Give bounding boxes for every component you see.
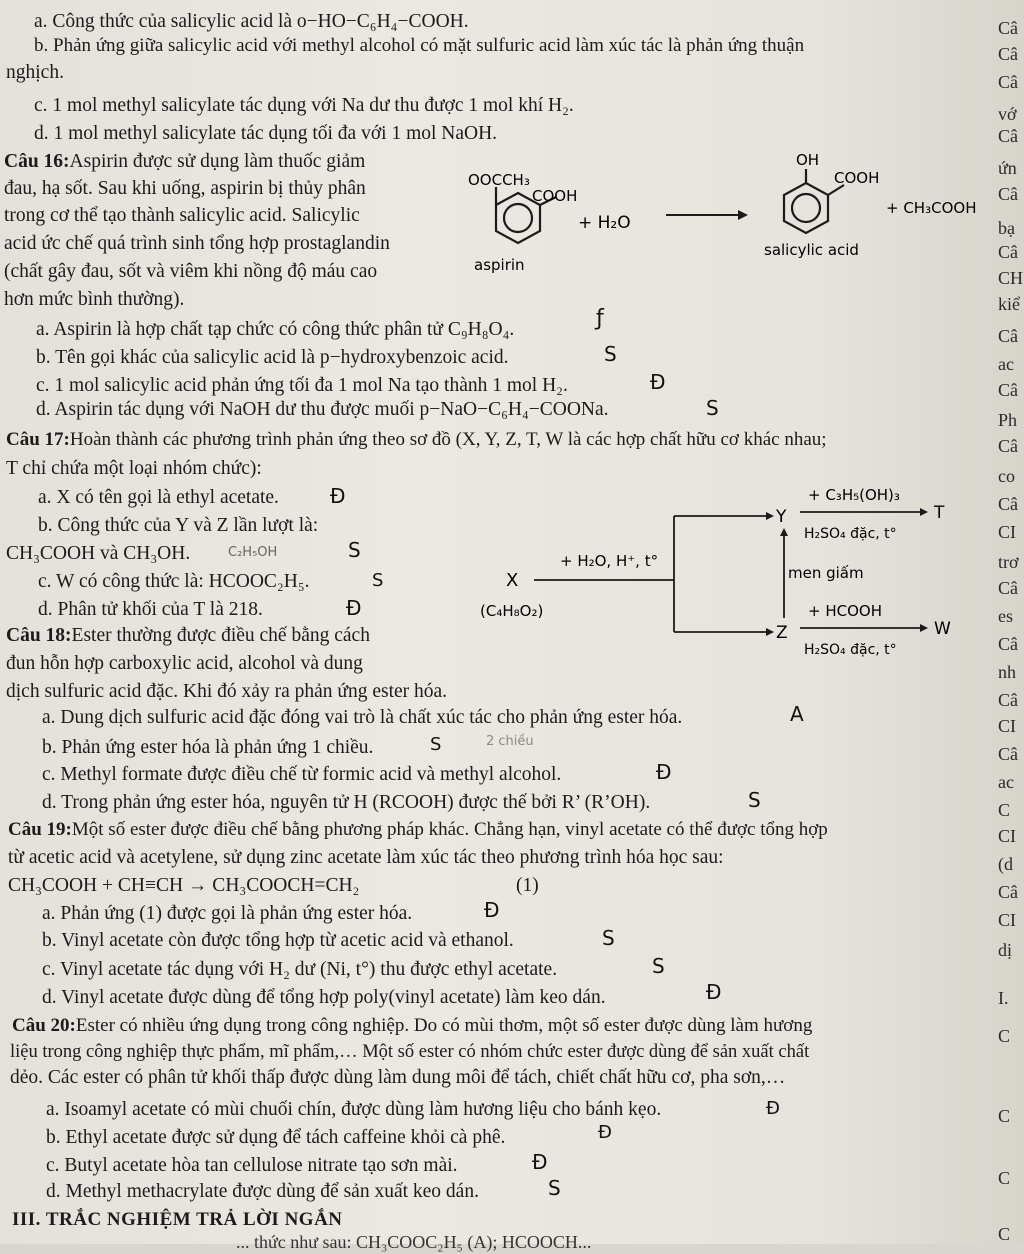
scheme-x-formula: (C₄H₈O₂) — [480, 602, 544, 620]
q17-option-a: a. X có tên gọi là ethyl acetate. — [38, 487, 279, 508]
margin-fragment: co — [998, 466, 1015, 486]
q17-option-c: c. W có công thức là: HCOOC₂H₅. — [38, 571, 310, 592]
handwritten-mark-18d: S — [748, 788, 761, 812]
margin-fragment: ứn — [998, 158, 1017, 178]
q18-option-b: b. Phản ứng ester hóa là phản ứng 1 chiều. — [42, 737, 374, 758]
scheme-y-catalyst: H₂SO₄ đặc, t° — [804, 526, 897, 542]
margin-fragment: dị — [998, 940, 1013, 960]
aspirin-substituent-acid: COOH — [532, 187, 578, 205]
handwritten-note-17b: C₂H₅OH — [228, 545, 278, 560]
handwritten-mark-16a: ƒ — [596, 306, 604, 331]
q18-option-c: c. Methyl formate được điều chế từ formic acid và methyl alcohol. — [42, 764, 562, 785]
margin-fragment: Câ — [998, 44, 1018, 64]
handwritten-mark-18a: A — [790, 702, 804, 726]
margin-fragment: CI — [998, 716, 1016, 736]
handwritten-mark-19b: S — [602, 926, 615, 950]
handwritten-mark-18c: Đ — [656, 760, 672, 784]
q18-heading: Câu 18: — [6, 625, 72, 646]
scheme-w: W — [934, 619, 951, 639]
q19-option-a: a. Phản ứng (1) được gọi là phản ứng ester hóa. — [42, 903, 413, 924]
q16-stem-line1 — [4, 150, 365, 174]
handwritten-mark-17b: S — [348, 538, 361, 562]
margin-fragment: Câ — [998, 380, 1018, 400]
margin-fragment: Câ — [998, 882, 1018, 902]
q18-stem-line3: dịch sulfuric acid đặc. Khi đó xảy ra phản ứng ester hóa. — [6, 681, 448, 702]
margin-fragment: (d — [998, 854, 1013, 874]
q16-option-a: a. Aspirin là hợp chất tạp chức có công thức phân tử C₉H₈O₄. — [36, 319, 515, 340]
handwritten-mark-20d: S — [548, 1176, 561, 1200]
q20-option-b: b. Ethyl acetate được sử dụng để tách caffeine khỏi cà phê. — [46, 1127, 506, 1148]
margin-fragment: C — [998, 1026, 1011, 1046]
q20-option-a: a. Isoamyl acetate có mùi chuối chín, được dùng làm hương liệu cho bánh kẹo. — [46, 1099, 662, 1120]
q18-text: Ester thường được điều chế bằng cách — [71, 625, 370, 646]
scheme-glycerol-reagent: + C₃H₅(OH)₃ — [808, 486, 900, 504]
margin-fragment: Câ — [998, 436, 1018, 456]
margin-fragment: C — [998, 1168, 1011, 1188]
salicylic-label: salicylic acid — [764, 241, 859, 259]
scheme-vinegar-yeast: men giấm — [788, 564, 864, 582]
q20-stem-line2: liệu trong công nghiệp thực phẩm, mĩ phẩm,… Một số ester có nhóm chức ester được dùng để sản xuất chất — [10, 1042, 810, 1062]
margin-fragment: bạ — [998, 218, 1015, 238]
q16-stem-line2: đau, hạ sốt. Sau khi uống, aspirin bị thủy phân — [4, 178, 366, 199]
scheme-t: T — [934, 503, 945, 523]
margin-fragment: Câ — [998, 634, 1018, 654]
aspirin-hydrolysis-reaction — [466, 145, 986, 285]
scheme-formic-reagent: + HCOOH — [808, 602, 882, 620]
q15-option-d: d. 1 mol methyl salicylate tác dụng tối đa với 1 mol NaOH. — [34, 123, 498, 144]
q16-stem-line3: trong cơ thể tạo thành salicylic acid. Salicylic — [4, 205, 360, 226]
margin-fragment: vớ — [998, 104, 1017, 124]
reaction-arrow — [666, 210, 748, 220]
q15-option-a: a. Công thức của salicylic acid là o−HO−C₆H₄−COOH. — [34, 11, 469, 32]
handwritten-note-18b: 2 chiều — [486, 734, 534, 749]
margin-fragment: kiể — [998, 294, 1020, 314]
handwritten-mark-19c: S — [652, 954, 665, 978]
q18-stem-line1 — [6, 624, 370, 648]
q17-option-d: d. Phân tử khối của T là 218. — [38, 599, 263, 620]
reaction-scheme-17 — [470, 478, 970, 668]
margin-fragment: CI — [998, 826, 1016, 846]
q17-option-b-cont: CH₃COOH và CH₃OH. — [6, 543, 191, 564]
margin-fragment: C — [998, 800, 1011, 820]
q20-stem-line1 — [12, 1014, 812, 1038]
water-reagent: + H₂O — [578, 213, 631, 233]
handwritten-mark-16c: Đ — [650, 370, 666, 394]
margin-fragment: ac — [998, 354, 1014, 374]
q17-stem-line2: T chỉ chứa một loại nhóm chức): — [6, 458, 262, 479]
salicylic-substituent-oh: OH — [796, 151, 820, 169]
handwritten-mark-20a: Đ — [766, 1098, 780, 1119]
q16-stem-line4: acid ức chế quá trình sinh tổng hợp prostaglandin — [4, 233, 390, 254]
margin-fragment: C — [998, 1106, 1011, 1126]
q20-text: Ester có nhiều ứng dụng trong công nghiệp. Do có mùi thơm, một số ester được dùng làm hương — [75, 1015, 813, 1036]
q15-option-b-cont: nghịch. — [6, 62, 64, 83]
q18-stem-line2: đun hỗn hợp carboxylic acid, alcohol và dung — [6, 653, 363, 674]
acetic-acid-product: + CH₃COOH — [886, 199, 977, 217]
q16-heading: Câu 16: — [4, 151, 70, 172]
margin-fragment: Câ — [998, 184, 1018, 204]
bottom-cut-line: ... thức như sau: CH₃COOC₂H₅ (A); HCOOCH... — [236, 1232, 592, 1252]
q20-option-c: c. Butyl acetate hòa tan cellulose nitrate tạo sơn mài. — [46, 1155, 458, 1176]
q17-heading: Câu 17: — [6, 429, 70, 450]
aspirin-label: aspirin — [474, 256, 525, 274]
q20-heading: Câu 20: — [12, 1015, 76, 1036]
margin-fragment: nh — [998, 662, 1016, 682]
q20-option-d: d. Methyl methacrylate được dùng để sản xuất keo dán. — [46, 1181, 479, 1202]
q18-option-a: a. Dung dịch sulfuric acid đặc đóng vai trò là chất xúc tác cho phản ứng ester hóa. — [42, 707, 683, 728]
margin-fragment: CH — [998, 268, 1024, 288]
margin-fragment: Câ — [998, 18, 1018, 38]
margin-fragment: Câ — [998, 72, 1018, 92]
margin-fragment: es — [998, 606, 1013, 626]
handwritten-mark-19a: Đ — [484, 898, 500, 922]
scheme-z: Z — [776, 623, 788, 643]
margin-fragment: CI — [998, 910, 1016, 930]
q16-option-b: b. Tên gọi khác của salicylic acid là p−hydroxybenzoic acid. — [36, 347, 509, 368]
margin-fragment: Câ — [998, 242, 1018, 262]
handwritten-mark-17a: Đ — [330, 484, 346, 508]
q19-option-c: c. Vinyl acetate tác dụng với H₂ dư (Ni, t°) thu được ethyl acetate. — [42, 959, 558, 980]
q19-equation-number: (1) — [516, 875, 539, 896]
margin-fragment: C — [998, 1224, 1011, 1244]
margin-fragment: Câ — [998, 494, 1018, 514]
q16-stem-line5: (chất gây đau, sốt và viêm khi nồng độ máu cao — [4, 261, 378, 282]
scheme-y: Y — [776, 507, 787, 527]
q16-stem-line6: hơn mức bình thường). — [4, 289, 185, 310]
scheme-z-catalyst: H₂SO₄ đặc, t° — [804, 642, 897, 658]
handwritten-mark-20b: Đ — [598, 1122, 612, 1143]
margin-fragment: ac — [998, 772, 1014, 792]
handwritten-mark-17d: Đ — [346, 596, 362, 620]
margin-fragment: I. — [998, 988, 1009, 1008]
q15-option-b: b. Phản ứng giữa salicylic acid với methyl alcohol có mặt sulfuric acid làm xúc tác là phản ứng thuận — [34, 35, 805, 56]
handwritten-mark-16d: S — [706, 396, 719, 420]
q19-option-b: b. Vinyl acetate còn được tổng hợp từ acetic acid và ethanol. — [42, 930, 514, 951]
handwritten-mark-16b: S — [604, 342, 617, 366]
q18-option-d: d. Trong phản ứng ester hóa, nguyên tử H (RCOOH) được thế bởi R’ (R’OH). — [42, 792, 651, 813]
q19-stem-line1 — [8, 818, 828, 842]
q16-option-d: d. Aspirin tác dụng với NaOH dư thu được muối p−NaO−C₆H₄−COONa. — [36, 399, 609, 420]
handwritten-mark-19d: Đ — [706, 980, 722, 1004]
margin-fragment: Câ — [998, 690, 1018, 710]
q20-stem-line3: dẻo. Các ester có phân tử khối thấp được dùng làm dung môi để tách, chiết chất hữu cơ, pha sơn,… — [10, 1067, 786, 1088]
q19-text: Một số ester được điều chế bằng phương pháp khác. Chẳng hạn, vinyl acetate có thể được tổng hợp — [71, 819, 828, 840]
q19-stem-line2: từ acetic acid và acetylene, sử dụng zinc acetate làm xúc tác theo phương trình hóa học sau: — [8, 847, 724, 868]
aspirin-substituent-ester: OOCCH₃ — [468, 171, 530, 189]
section-3-heading: III. TRẮC NGHIỆM TRẢ LỜI NGẮN — [12, 1209, 343, 1230]
q19-heading: Câu 19: — [8, 819, 72, 840]
salicylic-substituent-acid: COOH — [834, 169, 880, 187]
q15-option-c: c. 1 mol methyl salicylate tác dụng với Na dư thu được 1 mol khí H₂. — [34, 95, 574, 116]
margin-fragment: Câ — [998, 744, 1018, 764]
q17-stem-line1 — [6, 428, 827, 452]
q19-equation: CH₃COOH + CH≡CH → CH₃COOCH=CH₂ — [8, 875, 360, 896]
scheme-x: X — [506, 570, 519, 591]
handwritten-mark-20c: Đ — [532, 1150, 548, 1174]
margin-fragment: Câ — [998, 126, 1018, 146]
margin-fragment: trơ — [998, 552, 1019, 572]
q17-text: Hoàn thành các phương trình phản ứng theo sơ đồ (X, Y, Z, T, W là các hợp chất hữu cơ khác nhau; — [69, 429, 827, 450]
q17-option-b: b. Công thức của Y và Z lần lượt là: — [38, 515, 319, 536]
scheme-hydrolysis-conditions: + H₂O, H⁺, t° — [560, 552, 659, 570]
q19-option-d: d. Vinyl acetate được dùng để tổng hợp poly(vinyl acetate) làm keo dán. — [42, 987, 606, 1008]
margin-fragment: CI — [998, 522, 1016, 542]
handwritten-mark-17c: S — [372, 570, 384, 591]
q16-text: Aspirin được sử dụng làm thuốc giảm — [69, 151, 366, 172]
handwritten-mark-18b: S — [430, 734, 442, 755]
margin-fragment: Câ — [998, 578, 1018, 598]
margin-fragment: Ph — [998, 410, 1018, 430]
margin-fragment: Câ — [998, 326, 1018, 346]
q16-option-c: c. 1 mol salicylic acid phản ứng tối đa 1 mol Na tạo thành 1 mol H₂. — [36, 375, 568, 396]
